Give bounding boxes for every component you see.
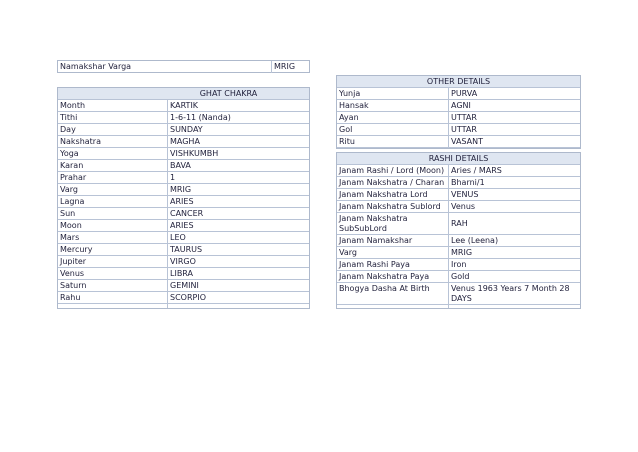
table-row [58,100,309,112]
table-row [58,292,309,304]
row-value: PURVA [451,89,478,98]
table-row [58,196,309,208]
row-label: Ritu [339,137,355,146]
row-label: Tithi [60,113,78,122]
row-label: Mercury [60,245,93,254]
row-label: Janam Nakshatra Lord [339,190,428,199]
row-value: Venus 1963 Years 7 Month 28 DAYS [451,284,570,303]
row-label: Day [60,125,76,134]
row-value: VASANT [451,137,484,146]
row-value: ARIES [170,197,194,206]
ghat-chakra-title: GHAT CHAKRA [58,88,309,100]
row-label: Janam Nakshatra / Charan [339,178,445,187]
table-row [58,232,309,244]
row-label: Yoga [60,149,79,158]
row-value: SCORPIO [170,293,206,302]
table-row [337,136,580,148]
row-label: Janam Rashi / Lord (Moon) [339,166,445,175]
table-row [337,100,580,112]
row-label: Mars [60,233,80,242]
row-value: VISHKUMBH [170,149,219,158]
row-label: Prahar [60,173,87,182]
table-row [58,184,309,196]
row-value: UTTAR [451,113,477,122]
row-value: VENUS [451,190,479,199]
table-row [337,271,580,283]
row-value: ARIES [170,221,194,230]
row-value: LIBRA [170,269,194,278]
row-label: Gol [339,125,353,134]
table-row [337,124,580,136]
table-row [337,213,580,235]
table-row [337,201,580,213]
ghat-chakra-table [57,87,310,309]
rashi-details-table [336,152,581,309]
row-value: 1-6-11 (Nanda) [170,113,231,122]
table-row [58,220,309,232]
row-label: Janam Nakshatra Paya [339,272,430,281]
row-value: MRIG [451,248,473,257]
row-label: Bhogya Dasha At Birth [339,284,430,293]
table-row [337,189,580,201]
row-value: TAURUS [170,245,203,254]
table-row [58,136,309,148]
row-label: Janam Nakshatra SubSubLord [339,214,408,233]
row-label: Karan [60,161,84,170]
table-row [58,160,309,172]
row-label: Sun [60,209,76,218]
table-row [337,235,580,247]
namakshar-varga-label: Namakshar Varga [60,62,132,71]
row-label: Janam Rashi Paya [339,260,410,269]
row-value: AGNI [451,101,471,110]
table-row [337,283,580,305]
row-label: Rahu [60,293,81,302]
row-value: RAH [451,219,468,228]
row-value: Aries / MARS [451,166,502,175]
table-row [58,112,309,124]
row-label: Ayan [339,113,359,122]
row-value: VIRGO [170,257,196,266]
row-value: GEMINI [170,281,199,290]
row-label: Janam Namakshar [339,236,413,245]
table-row [337,88,580,100]
other-details-table [336,75,581,149]
row-value: CANCER [170,209,204,218]
table-row [58,256,309,268]
namakshar-varga-value: MRIG [274,62,296,71]
row-value: SUNDAY [170,125,203,134]
namakshar-varga-row [57,60,310,73]
table-row [337,259,580,271]
row-label: Varg [60,185,78,194]
row-label: Janam Nakshatra Sublord [339,202,441,211]
row-value: Venus [451,202,476,211]
row-label: Varg [339,248,357,257]
table-row [58,280,309,292]
row-value: Gold [451,272,470,281]
rashi-details-title: RASHI DETAILS [337,153,580,165]
row-value: UTTAR [451,125,477,134]
row-label: Venus [60,269,85,278]
row-value: 1 [170,173,176,182]
row-value: Iron [451,260,467,269]
row-value: MRIG [170,185,192,194]
row-label: Nakshatra [60,137,101,146]
table-row [58,148,309,160]
other-details-title: OTHER DETAILS [337,76,580,88]
table-row [58,244,309,256]
row-label: Saturn [60,281,87,290]
table-row [337,177,580,189]
row-value: BAVA [170,161,191,170]
table-row [337,247,580,259]
table-row [58,268,309,280]
row-label: Month [60,101,86,110]
table-row [58,124,309,136]
row-label: Yunja [339,89,361,98]
table-row [58,208,309,220]
row-label: Jupiter [60,257,87,266]
row-label: Hansak [339,101,369,110]
row-value: MAGHA [170,137,200,146]
table-row [337,112,580,124]
row-label: Lagna [60,197,85,206]
row-value: KARTIK [170,101,199,110]
table-row [58,172,309,184]
row-value: Lee (Leena) [451,236,499,245]
row-value: LEO [170,233,186,242]
row-value: Bharni/1 [451,178,485,187]
table-row [337,165,580,177]
row-label: Moon [60,221,82,230]
